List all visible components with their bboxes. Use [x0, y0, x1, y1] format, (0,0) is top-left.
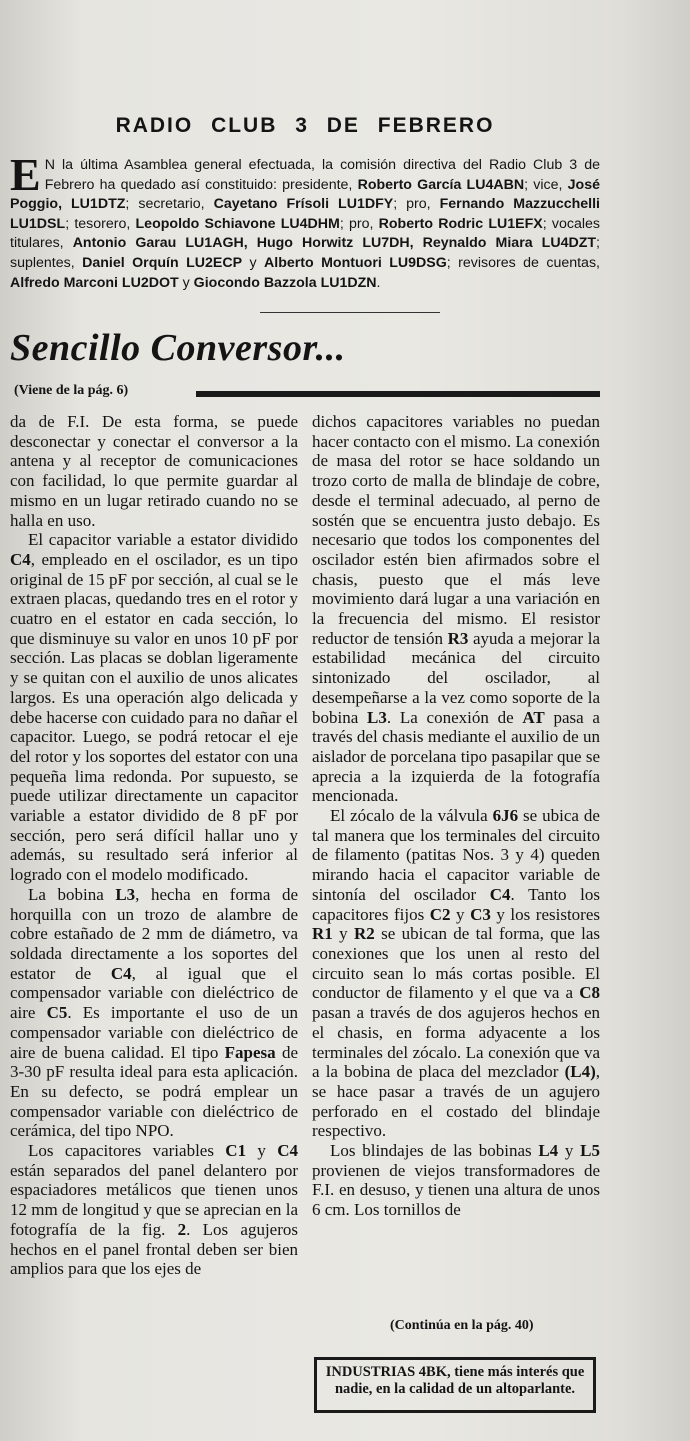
club-heading: RADIO CLUB 3 DE FEBRERO [115, 114, 495, 137]
article-paragraph: La bobina L3, hecha en forma de horquilla con un trozo de alambre de cobre estañado de 2 mm de diámetro, va soldada directamente a los soportes del estator de C4, al igual que el compensador variable con dieléctrico de aire C5. Es importante el uso de un compensador variable con dieléctrico de aire de buena calidad. El tipo Fapesa de 3-30 pF resulta ideal para esta aplicación. En su defecto, se podrá emplear un compensador variable con dieléctrico de cerámica, del tipo NPO. [10, 884, 299, 1141]
drop-cap: E [10, 149, 41, 200]
article-column-left [10, 412, 298, 1279]
article-paragraph: Los blindajes de las bobinas L4 y L5 provienen de viejos transformadores de F.I. en desuso, y tienen una altura de unos 6 cm. Los tornillos de [312, 1141, 600, 1220]
divider-rule [260, 312, 440, 313]
club-announcement [10, 149, 601, 293]
article-paragraph: da de F.I. De esta forma, se puede desconectar y conectar el conversor a la antena y al receptor de comunicaciones con facilidad, lo que permite guardar al mismo en un lugar retirado cuando no se halla en uso. [10, 412, 298, 530]
continued-from-note: (Viene de la pág. 6) [14, 383, 129, 398]
article-paragraph: dichos capacitores variables no puedan hacer contacto con el mismo. La conexión de masa del rotor se hace soldando un trozo corto de malla de blindaje de cobre, desde el terminal adecuado, al perno de sostén que se encuentra justo debajo. Es necesario que todos los componentes del oscilador estén bien afirmados sobre el chasis, puesto que el más leve movimiento dará lugar a una variación en la frecuencia del mismo. El resistor reductor de tensión R3 ayuda a mejorar la estabilidad mecánica del circuito sintonizado del oscilador, al desempeñarse a la vez como soporte de la bobina L3. La conexión de AT pasa a través del chasis mediante el auxilio de un aislador de porcelana tipo pasapilar que se aprecia a la izquierda de la fotografía mencionada. [312, 412, 600, 806]
article-paragraph: El capacitor variable a estator dividido C4, empleado en el oscilador, es un tipo original de 15 pF por sección, al cual se le extraen placas, quedando tres en el rotor y cuatro en el estator en cada sección, lo que disminuye su valor en unos 10 pF por sección. Las placas se doblan ligeramente y se quitan con el auxilio de unos alicates largos. Es una operación algo delicada y debe hacerse con cuidado para no dañar el capacitor. Luego, se podrá retocar el eje del rotor y los soportes del estator con una pequeña lima redonda. Por supuesto, se puede utilizar directamente un capacitor variable a estator dividido de 8 pF por sección, pero será difícil hallar uno y además, su resultado será inferior al logrado con el modelo modificado. [10, 530, 298, 885]
club-announcement-text: N la última Asamblea general efectuada, la comisión directiva del Radio Club 3 de Febrero ha quedado así constituido: presidente, Roberto García LU4ABN; vice, José Poggio, LU1DTZ; secretario, Cayetano Frísoli LU1DFY; pro, Fernando Mazzucchelli LU1DSL; tesorero, Leopoldo Schiavone LU4DHM; pro, Roberto Rodric LU1EFX; vocales titulares, Antonio Garau LU1AGH, Hugo Horwitz LU7DH, Reynaldo Miara LU4DZT; suplentes, Daniel Orquín LU2ECP y Alberto Montuori LU9DSG; revisores de cuentas, Alfredo Marconi LU2DOT y Giocondo Bazzola LU1DZN. [10, 157, 601, 291]
article-title: Sencillo Conversor... [10, 327, 346, 369]
advertisement-box: INDUSTRIAS 4BK, tiene más interés que nadie, en la calidad de un altoparlante. [314, 1357, 596, 1413]
article-paragraph: El zócalo de la válvula 6J6 se ubica de tal manera que los terminales del circuito de filamento (patitas Nos. 3 y 4) queden mirando hacia el capacitor variable de sintonía del oscilador C4. Tanto los capacitores fijos C2 y C3 y los resistores R1 y R2 se ubican de tal forma, que las conexiones que los unen al resto del circuito sean lo más cortas posible. El conductor de filamento y el que va a C8 pasan a través de dos agujeros hechos en el chasis, en forma adyacente a los terminales del zócalo. La conexión que va a la bobina de placa del mezclador (L4), se hace pasar a través de un agujero perforado en el costado del blindaje respectivo. [312, 806, 600, 1141]
article-column-right [312, 412, 600, 1220]
heading-rule [196, 391, 600, 397]
article-paragraph: Los capacitores variables C1 y C4 están separados del panel delantero por espaciadores metálicos que tienen unos 12 mm de longitud y que se aprecian en la fotografía de la fig. 2. Los agujeros hechos en el panel frontal deben ser bien amplios para que los ejes de [10, 1141, 299, 1279]
page-shadow [620, 0, 690, 1441]
continued-on-note: (Continúa en la pág. 40) [390, 1318, 534, 1333]
